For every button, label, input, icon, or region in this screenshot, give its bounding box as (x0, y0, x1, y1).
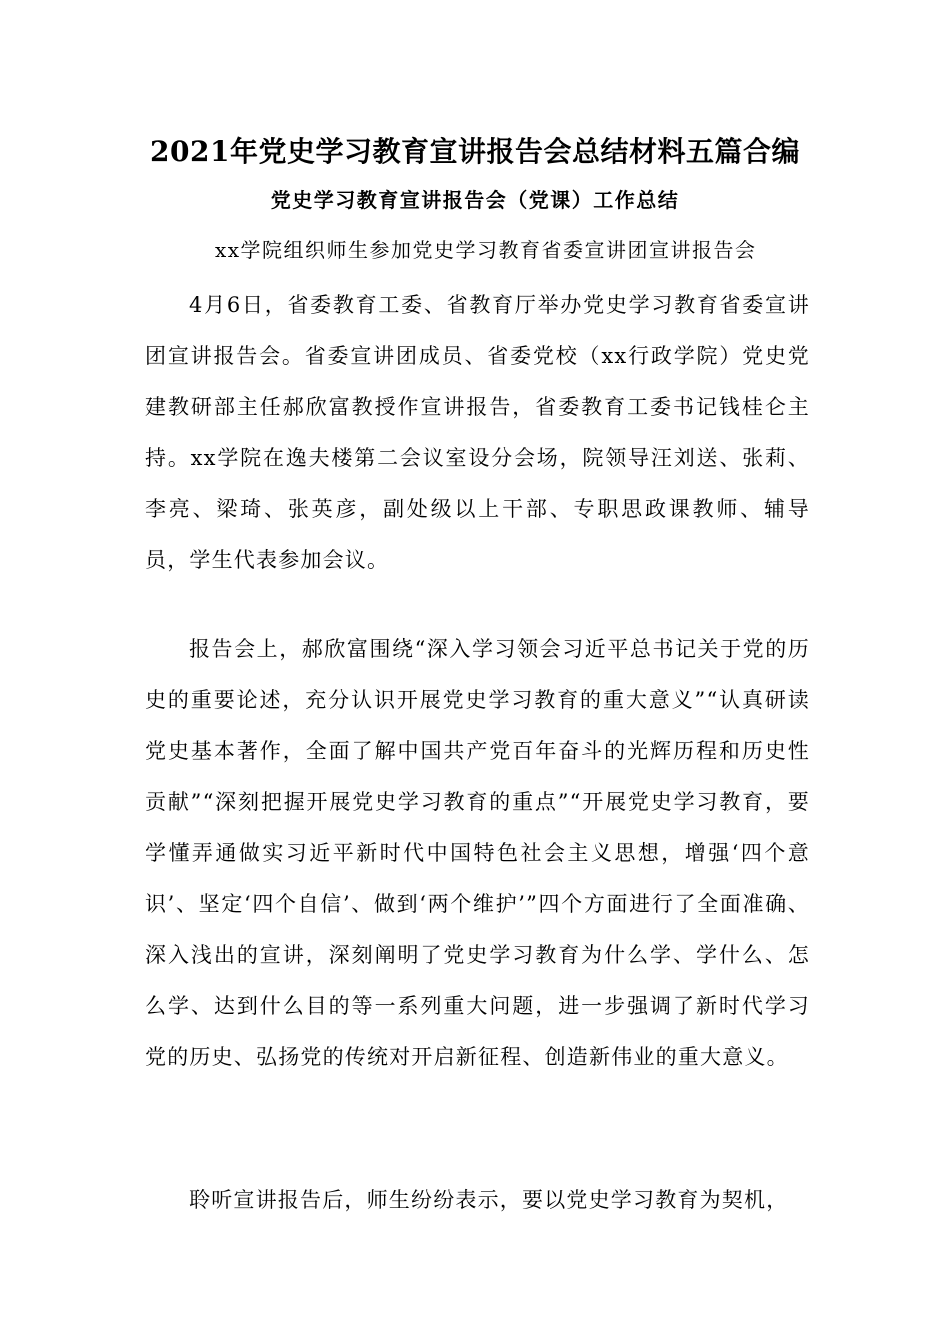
document-subtitle: 党史学习教育宣讲报告会（党课）工作总结 (270, 188, 680, 212)
paragraph-3: 聆听宣讲报告后，师生纷纷表示，要以党史学习教育为契机， (189, 1188, 789, 1212)
paragraph-2: 报告会上，郝欣富围绕“深入学习领会习近平总书记关于党的历史的重要论述，充分认识开展党史学习教育的重大意义”“认真研读党史基本著作，全面了解中国共产党百年奋斗的光辉历程和历史性贡献”“深刻把握开展党史学习教育的重点”“开展党史学习教育，要学懂弄通做实习近平新时代中国特色社会主义思想，增强‘四个意识’、坚定‘四个自信’、做到‘两个维护’”四个方面进行了全面准确、深入浅出的宣讲，深刻阐明了党史学习教育为什么学、学什么、怎么学、达到什么目的等一系列重大问题，进一步强调了新时代学习党的历史、弘扬党的传统对开启新征程、创造新伟业的重大意义。 (145, 637, 810, 1069)
paragraph-1: 4月6日，省委教育工委、省教育厅举办党史学习教育省委宣讲团宣讲报告会。省委宣讲团成员、省委党校（xx行政学院）党史党建教研部主任郝欣富教授作宣讲报告，省委教育工委书记钱桂仑主持。xx学院在逸夫楼第二会议室设分会场，院领导汪刘送、张莉、李亮、梁琦、张英彦，副处级以上干部、专职思政课教师、辅导员，学生代表参加会议。 (145, 293, 810, 572)
article-heading: xx学院组织师生参加党史学习教育省委宣讲团宣讲报告会 (215, 238, 757, 262)
document-title: 2021年党史学习教育宣讲报告会总结材料五篇合编 (150, 135, 800, 168)
